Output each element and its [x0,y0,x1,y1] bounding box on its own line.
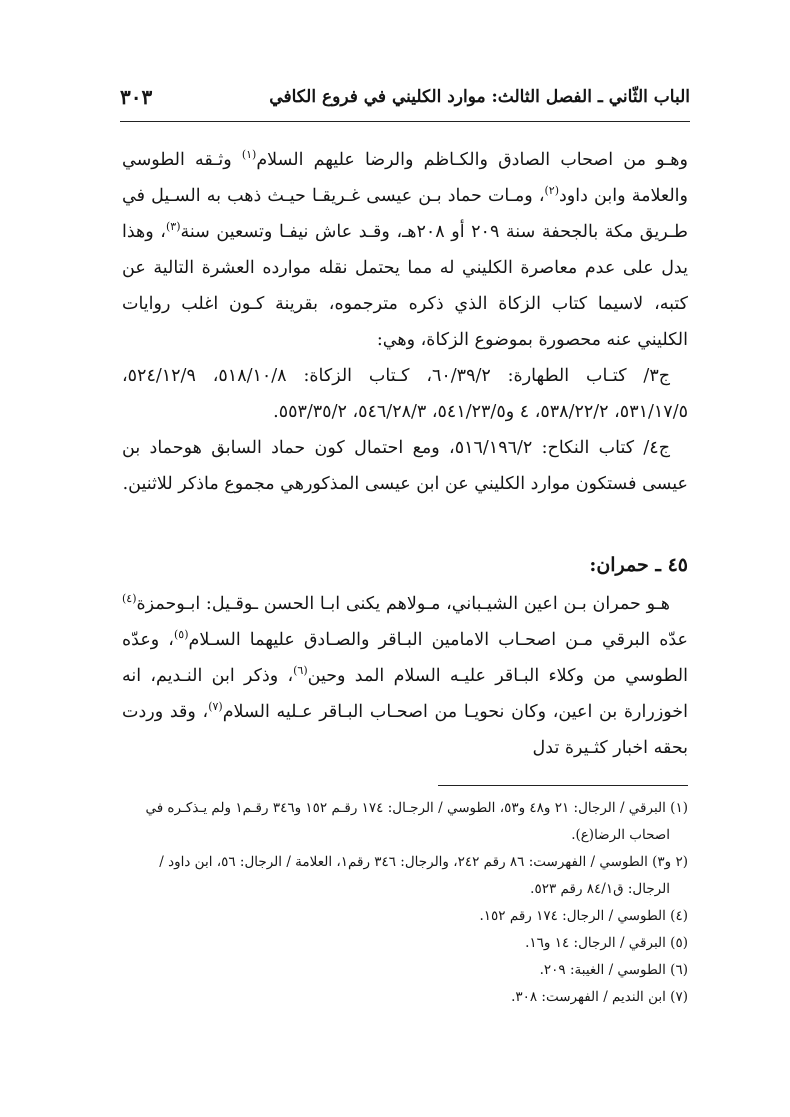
running-header [120,80,690,114]
footnote-ref-5: (٥) [173,628,189,642]
paragraph-2: ج٣/ كتـاب الطهارة: ٦٠/٣٩/٢، كـتاب الزكاة: ٥١٨/١٠/٨، ٥٢٤/١٢/٩، ٥٣١/١٧/٥، ٥٣٨/٢٢/٢، ٤ و٥٤١/٢٣/٥، ٥٤٦/٢٨/٣، ٥٥٣/٣٥/٢. [122,366,688,422]
page-number: ٣٠٣ [120,85,153,109]
footnote-ref-3: (٣) [165,220,181,234]
footnote-2-3: (٢ و٣) الطوسي / الفهرست: ٨٦ رقم ٢٤٢، والرجال: ٣٤٦ رقم١، العلامة / الرجال: ٥٦، ابن داود / [159,854,688,870]
footnote-2-3-continued: الرجال: ق٨٤/١ رقم ٥٢٣. [530,881,670,897]
section-title: ٤٥ ـ حمران: [589,554,688,576]
footnote-ref-1: (١) [241,148,257,162]
paragraph-1-text-c: ، ومـات حماد بـن عيسى غـريقـا حيـث ذهب به السـيل في طـريق مكة بالجحفة سنة ٢٠٩ أو ٢٠٨هـ، وقـد عاش نيفـا وتسعين سنة [122,186,688,242]
footnote-5: (٥) البرقي / الرجال: ١٤ و١٦. [525,935,688,951]
body-text [122,142,688,502]
footnote-ref-2: (٢) [544,184,560,198]
paragraph-1-text-b: وثـقه الطوسي والعلامة وابن داود [122,150,688,206]
footnotes [122,795,688,1011]
running-title: الباب الثّاني ـ الفصل الثالث: موارد الكليني في فروع الكافي [269,87,690,107]
section-text-d: ، وذكر ابن النـديم، انه اخوزرارة بن اعين، وكان نحويـا من اصحـاب البـاقر عـليه السلام [122,666,688,722]
footnote-ref-6: (٦) [293,664,308,678]
section-text-b: عدّه البرقي مـن اصحـاب الامامين البـاقر والصـادق عليهما السـلام [188,630,688,650]
section-text-e: ، وقد وردت بحقه اخبار كثـيرة تدل [122,702,688,758]
paragraph-1 [122,142,688,358]
footnote-rule [438,785,688,786]
section-text-c: ، وعدّه الطوسي من وكلاء البـاقر عليـه السلام المد وحين [122,630,688,686]
header-rule [120,121,690,122]
section-body [122,586,688,766]
section-paragraph [122,586,688,766]
footnote-4: (٤) الطوسي / الرجال: ١٧٤ رقم ١٥٢. [479,908,688,924]
paragraph-3: ج٤/ كتاب النكاح: ٥١٦/١٩٦/٢، ومع احتمال كون حماد السابق هوحماد بن عيسى فستكون موارد الكليني عن ابن عيسى المذكورهي مجموع ماذكر للاثنين. [122,438,688,494]
paragraph-1-text-d: ، وهذا يدل على عدم معاصرة الكليني له مما يحتمل نقله موارده العشرة التالية عن كتبه، لاسيما كتاب الزكاة الذي ذكره مترجموه، بقرينة كـون اغلب روايات الكليني عنه محصورة بموضوع الزكاة، وهي: [122,222,688,350]
footnote-6: (٦) الطوسي / الغيبة: ٢٠٩. [539,962,688,978]
section-text-a: هـو حمران بـن اعين الشيـباني، مـولاهم يكنى ابـا الحسن ـوقـيل: ابـوحمزة [136,594,670,614]
footnote-ref-4: (٤) [122,592,137,606]
footnote-1: (١) البرقي / الرجال: ٢١ و٤٨ و٥٣، الطوسي / الرجـال: ١٧٤ رقـم ١٥٢ و٣٤٦ رقـم١ ولم يـذكـره في [145,800,688,816]
footnote-ref-7: (٧) [208,700,223,714]
footnote-1-continued: اصحاب الرضا(ع). [571,827,670,843]
paragraph-1-text-a: وهـو من اصحاب الصادق والكـاظم والرضا عليهم السلام [256,150,688,170]
footnote-7: (٧) ابن النديم / الفهرست: ٣٠٨. [511,989,688,1005]
